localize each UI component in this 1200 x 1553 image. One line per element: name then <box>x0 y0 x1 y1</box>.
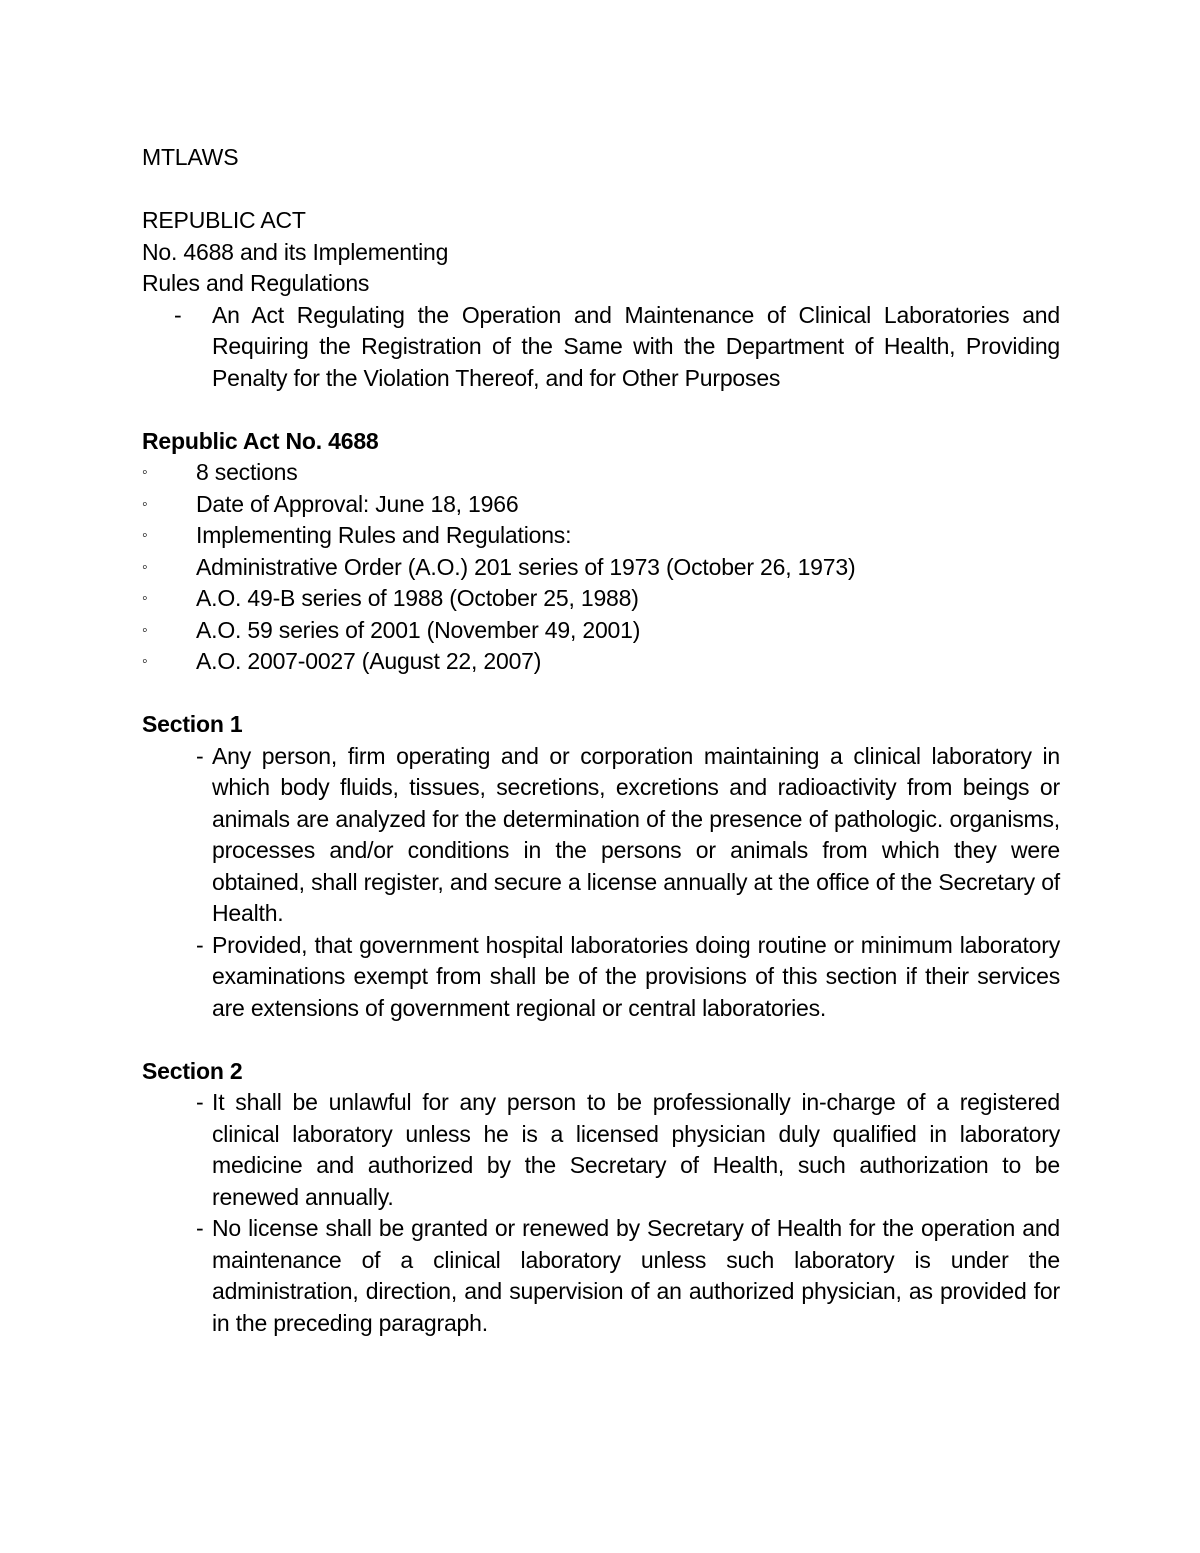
list-item <box>142 457 1060 489</box>
section1-list <box>142 741 1060 1025</box>
ra-item-text: Implementing Rules and Regulations: <box>196 522 572 548</box>
spacer <box>142 1024 1060 1056</box>
section1-item-text: Provided, that government hospital laboratories doing routine or minimum laboratory examinations exempt from shall be of the provisions of this section if their services are extensions of government regional or central laboratories. <box>212 931 1060 1021</box>
spacer <box>142 394 1060 426</box>
list-item <box>142 489 1060 521</box>
section1-heading: Section 1 <box>142 711 243 737</box>
intro-list <box>142 300 1060 395</box>
list-item <box>142 520 1060 552</box>
bullet-marker: ◦ <box>142 621 148 639</box>
list-item <box>142 615 1060 647</box>
header-line-3: Rules and Regulations <box>142 270 370 296</box>
ra-item-text: Date of Approval: June 18, 1966 <box>196 490 519 517</box>
section2-heading: Section 2 <box>142 1057 243 1084</box>
dash-marker: - <box>174 301 182 328</box>
dash-marker: - <box>196 1215 204 1241</box>
section2-list <box>142 1087 1060 1339</box>
dash-marker: - <box>196 1089 204 1115</box>
section1-item-text: Any person, firm operating and or corporation maintaining a clinical laboratory in which body fluids, tissues, secretions, excretions and radioactivity from beings or animals are analyzed for the determination of the presence of pathologic. organisms, processes and/or conditions in the persons or animals from which they were obtained, shall register, and secure a license annually at the office of the Secretary of Health. <box>212 742 1060 926</box>
header-line-1: REPUBLIC ACT <box>142 207 306 233</box>
bullet-marker: ◦ <box>142 495 148 513</box>
list-item <box>142 1087 1060 1213</box>
dash-marker: - <box>196 742 204 769</box>
ra-item-text: A.O. 49-B series of 1988 (October 25, 1988) <box>196 585 639 611</box>
ra-item-text: Administrative Order (A.O.) 201 series of 1973 (October 26, 1973) <box>196 553 856 580</box>
list-item <box>142 583 1060 615</box>
bullet-marker: ◦ <box>142 464 148 481</box>
bullet-marker: ◦ <box>142 527 148 544</box>
list-item <box>142 552 1060 584</box>
intro-text: An Act Regulating the Operation and Maintenance of Clinical Laboratories and Requiring the Registration of the Same with the Department of Health, Providing Penalty for the Violation Thereof, and for Other Purposes <box>212 301 1060 391</box>
section2-item-text: It shall be unlawful for any person to be professionally in-charge of a registered clinical laboratory unless he is a licensed physician duly qualified in laboratory medicine and authorized by the Secretary of Health, such authorization to be renewed annually. <box>212 1089 1060 1210</box>
list-item <box>142 930 1060 1025</box>
list-item <box>142 741 1060 930</box>
ra-item-text: A.O. 59 series of 2001 (November 49, 2001) <box>196 616 641 643</box>
ra-heading: Republic Act No. 4688 <box>142 427 379 454</box>
bullet-marker: ◦ <box>142 653 148 670</box>
document-page <box>142 142 1060 1339</box>
ra-bullet-list <box>142 457 1060 678</box>
list-item <box>142 300 1060 395</box>
list-item <box>142 1213 1060 1339</box>
list-item <box>142 646 1060 678</box>
ra-item-text: A.O. 2007-0027 (August 22, 2007) <box>196 648 542 674</box>
spacer <box>142 174 1060 206</box>
bullet-marker: ◦ <box>142 590 148 607</box>
header-line-2: No. 4688 and its Implementing <box>142 238 449 265</box>
bullet-marker: ◦ <box>142 558 148 576</box>
doc-title: MTLAWS <box>142 144 239 170</box>
dash-marker: - <box>196 931 204 958</box>
ra-item-text: 8 sections <box>196 459 298 485</box>
spacer <box>142 678 1060 710</box>
section2-item-text: No license shall be granted or renewed by Secretary of Health for the operation and maintenance of a clinical laboratory unless such laboratory is under the administration, direction, and supervision of an authorized physician, as provided for in the preceding paragraph. <box>212 1215 1060 1336</box>
